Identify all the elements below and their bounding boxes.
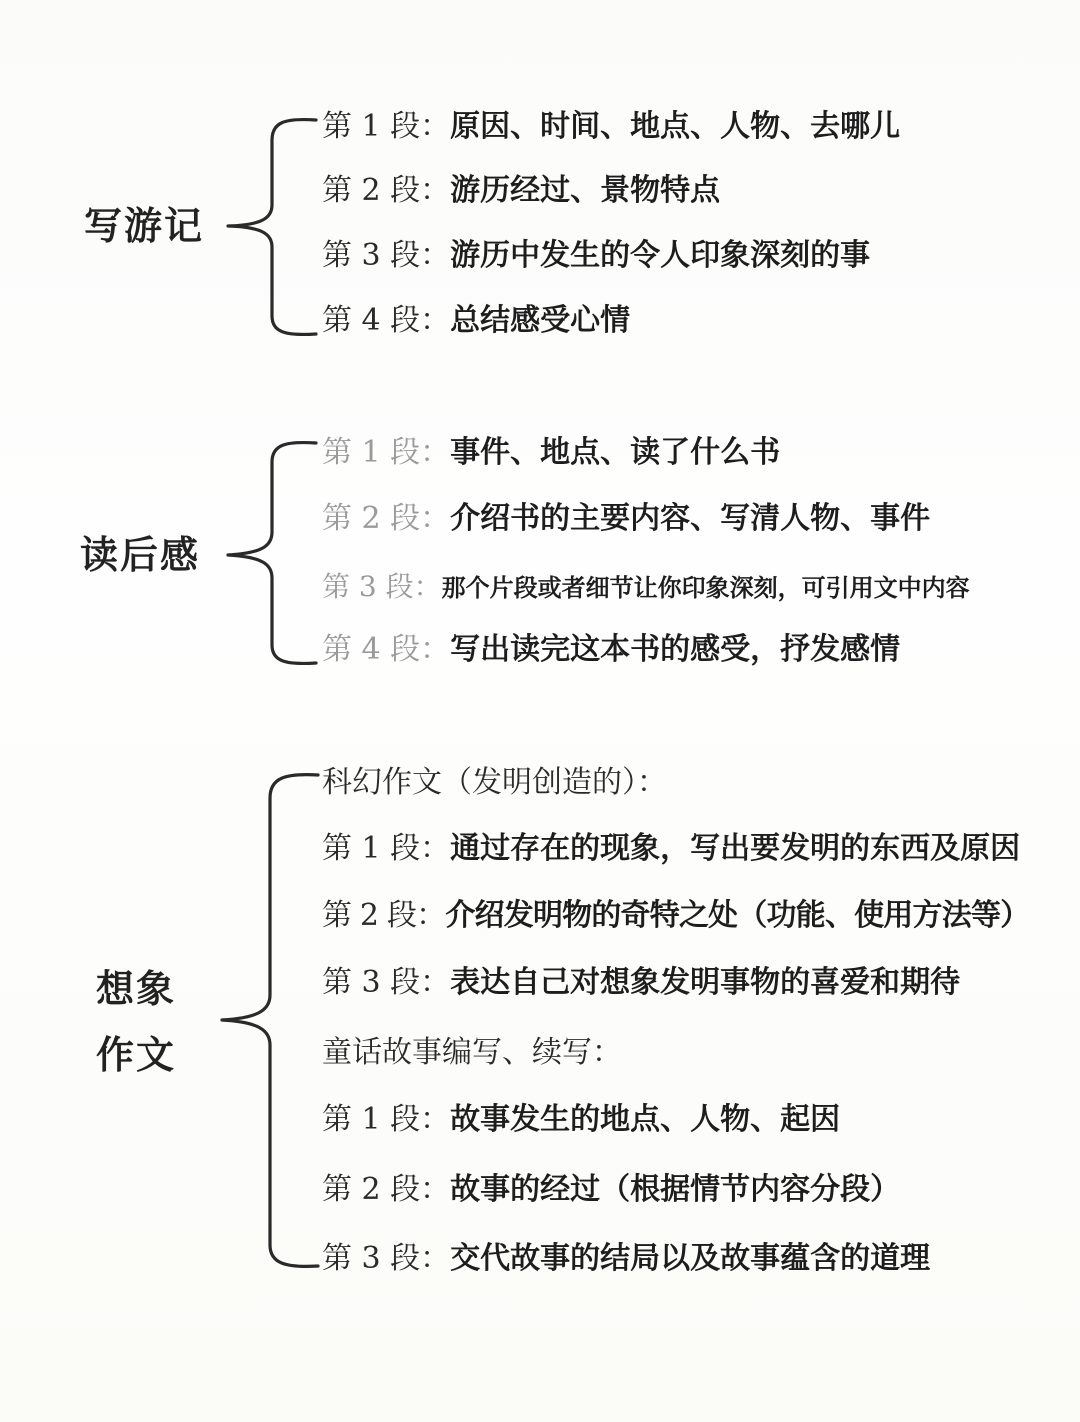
brace-travel: [228, 120, 316, 335]
list-item: [322, 831, 1021, 866]
list-item: [322, 898, 1030, 933]
paragraph-label: 第 1 段：: [322, 109, 451, 144]
brace-imagination: [222, 775, 318, 1267]
list-item: [322, 435, 781, 470]
paragraph-text: 那个片段或者细节让你印象深刻，可引用文中内容: [441, 573, 970, 602]
list-item: [322, 1172, 901, 1207]
paragraph-text: 故事发生的地点、人物、起因: [450, 1102, 841, 1137]
group-heading-fairy-tale: 童话故事编写、续写：: [322, 1035, 622, 1070]
paragraph-text: 事件、地点、读了什么书: [450, 435, 781, 470]
list-item: [322, 501, 931, 536]
paragraph-label: 第 2 段：: [322, 1172, 451, 1207]
list-item: [322, 238, 871, 273]
paragraph-text: 写出读完这本书的感受，抒发感情: [450, 632, 901, 667]
list-item: [322, 109, 901, 144]
paragraph-label: 第 1 段：: [322, 831, 451, 866]
paragraph-text: 通过存在的现象，写出要发明的东西及原因: [450, 831, 1021, 866]
paragraph-label: 第 3 段：: [322, 570, 442, 603]
list-item: [322, 965, 961, 1000]
list-item: [322, 632, 901, 667]
paragraph-label: 第 2 段：: [322, 173, 451, 208]
paragraph-text: 游历经过、景物特点: [450, 173, 721, 208]
paragraph-label: 第 1 段：: [322, 435, 451, 470]
topic-imaginative-writing-line2: 作文: [96, 1032, 177, 1077]
paragraph-label: 第 2 段：: [322, 501, 451, 536]
group-heading-sci-fi: 科幻作文（发明创造的）：: [322, 765, 667, 800]
paragraph-text: 总结感受心情: [450, 303, 631, 338]
topic-imaginative-writing-line1: 想象: [96, 966, 177, 1011]
paragraph-text: 介绍发明物的奇特之处（功能、使用方法等）: [445, 898, 1030, 933]
paragraph-text: 介绍书的主要内容、写清人物、事件: [450, 501, 931, 536]
topic-reading-reflection: 读后感: [80, 532, 201, 577]
paragraph-text: 表达自己对想象发明事物的喜爱和期待: [450, 965, 961, 1000]
list-item: [322, 1241, 931, 1276]
list-item: [322, 173, 721, 208]
paragraph-text: 游历中发生的令人印象深刻的事: [450, 238, 871, 273]
paragraph-label: 第 3 段：: [322, 965, 451, 1000]
list-item: [322, 570, 970, 603]
list-item: [322, 1102, 841, 1137]
list-item: [322, 303, 631, 338]
paragraph-text: 原因、时间、地点、人物、去哪儿: [450, 109, 901, 144]
paragraph-text: 故事的经过（根据情节内容分段）: [450, 1172, 901, 1207]
paragraph-label: 第 4 段：: [322, 632, 451, 667]
paragraph-label: 第 3 段：: [322, 238, 451, 273]
paragraph-label: 第 1 段：: [322, 1102, 451, 1137]
brace-reading: [228, 443, 316, 664]
paragraph-label: 第 2 段：: [322, 898, 446, 933]
paragraph-label: 第 4 段：: [322, 303, 451, 338]
paragraph-text: 交代故事的结局以及故事蕴含的道理: [450, 1241, 931, 1276]
paragraph-label: 第 3 段：: [322, 1241, 451, 1276]
topic-travel: 写游记: [84, 203, 205, 248]
